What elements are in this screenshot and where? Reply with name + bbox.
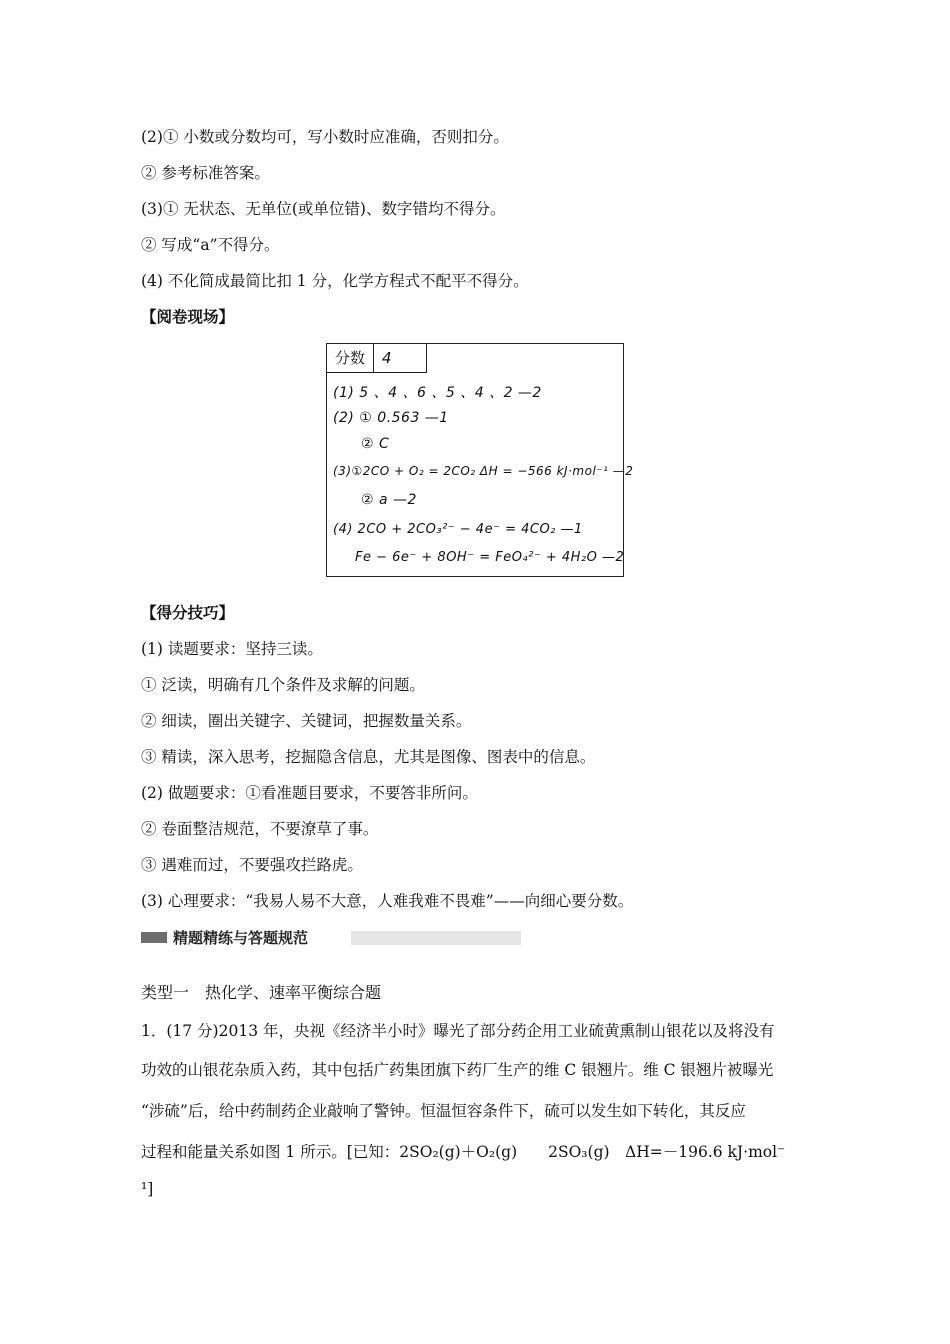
question-line: “涉硫”后，给中药制药企业敲响了警钟。恒温恒容条件下，硫可以发生如下转化，其反应 [141,1102,746,1120]
score-value: 4 [373,344,426,372]
tip-line: ② 卷面整洁规范，不要潦草了事。 [141,820,379,838]
note-line: (4) 不化简成最简比扣 1 分，化学方程式不配平不得分。 [141,272,529,290]
tip-line: ③ 精读，深入思考，挖掘隐含信息，尤其是图像、图表中的信息。 [141,748,596,766]
score-label: 分数 [335,349,366,367]
note-line: (3)① 无状态、无单位(或单位错)、数字错均不得分。 [141,200,506,218]
note-line: (2)① 小数或分数均可，写小数时应准确，否则扣分。 [141,128,509,146]
score-header [327,344,427,373]
score-card-image [326,343,634,577]
tip-line: (3) 心理要求：“我易人易不大意，人难我难不畏难”——向细心要分数。 [141,892,634,910]
question-line: ¹] [141,1180,154,1198]
handwritten-line: (2) ① 0.563 —1 [333,410,449,426]
handwritten-line: ② C [361,436,390,452]
banner-background [351,931,521,945]
section-banner [141,929,521,947]
handwritten-line: ② a —2 [361,492,417,508]
question-line: 1．(17 分)2013 年，央视《经济半小时》曝光了部分药企用工业硫黄熏制山银花以及将没有 [141,1022,775,1040]
handwritten-line: (4) 2CO + 2CO₃²⁻ − 4e⁻ = 4CO₂ —1 [333,522,583,537]
tip-line: ② 细读，圈出关键字、关键词，把握数量关系。 [141,712,472,730]
question-line: 过程和能量关系如图 1 所示。[已知：2SO₂(g)＋O₂(g) 2SO₃(g) ΔH=－196.6 kJ·mol⁻ [141,1143,786,1161]
banner-title: 精题精练与答题规范 [173,929,309,947]
type-heading: 类型一 热化学、速率平衡综合题 [141,983,382,1002]
tip-line: ① 泛读，明确有几个条件及求解的问题。 [141,676,425,694]
question-line: 功效的山银花杂质入药，其中包括广药集团旗下药厂生产的维 C 银翘片。维 C 银翘片被曝光 [141,1061,774,1079]
tip-line: ③ 遇难而过，不要强攻拦路虎。 [141,856,363,874]
note-line: ② 参考标准答案。 [141,164,270,182]
section-heading-tips: 【得分技巧】 [141,603,235,622]
tip-line: (1) 读题要求：坚持三读。 [141,640,323,658]
banner-bar [141,932,167,943]
handwritten-line: Fe − 6e⁻ + 8OH⁻ = FeO₄²⁻ + 4H₂O —2 [355,550,625,565]
note-line: ② 写成“a”不得分。 [141,236,280,254]
handwritten-line: (1) 5 、4 、6 、5 、4 、2 —2 [333,385,542,401]
tip-line: (2) 做题要求：①看准题目要求，不要答非所问。 [141,784,478,802]
section-heading-scene: 【阅卷现场】 [141,307,235,326]
handwritten-line: (3)①2CO + O₂ = 2CO₂ ΔH = −566 kJ·mol⁻¹ —2 [333,464,634,478]
